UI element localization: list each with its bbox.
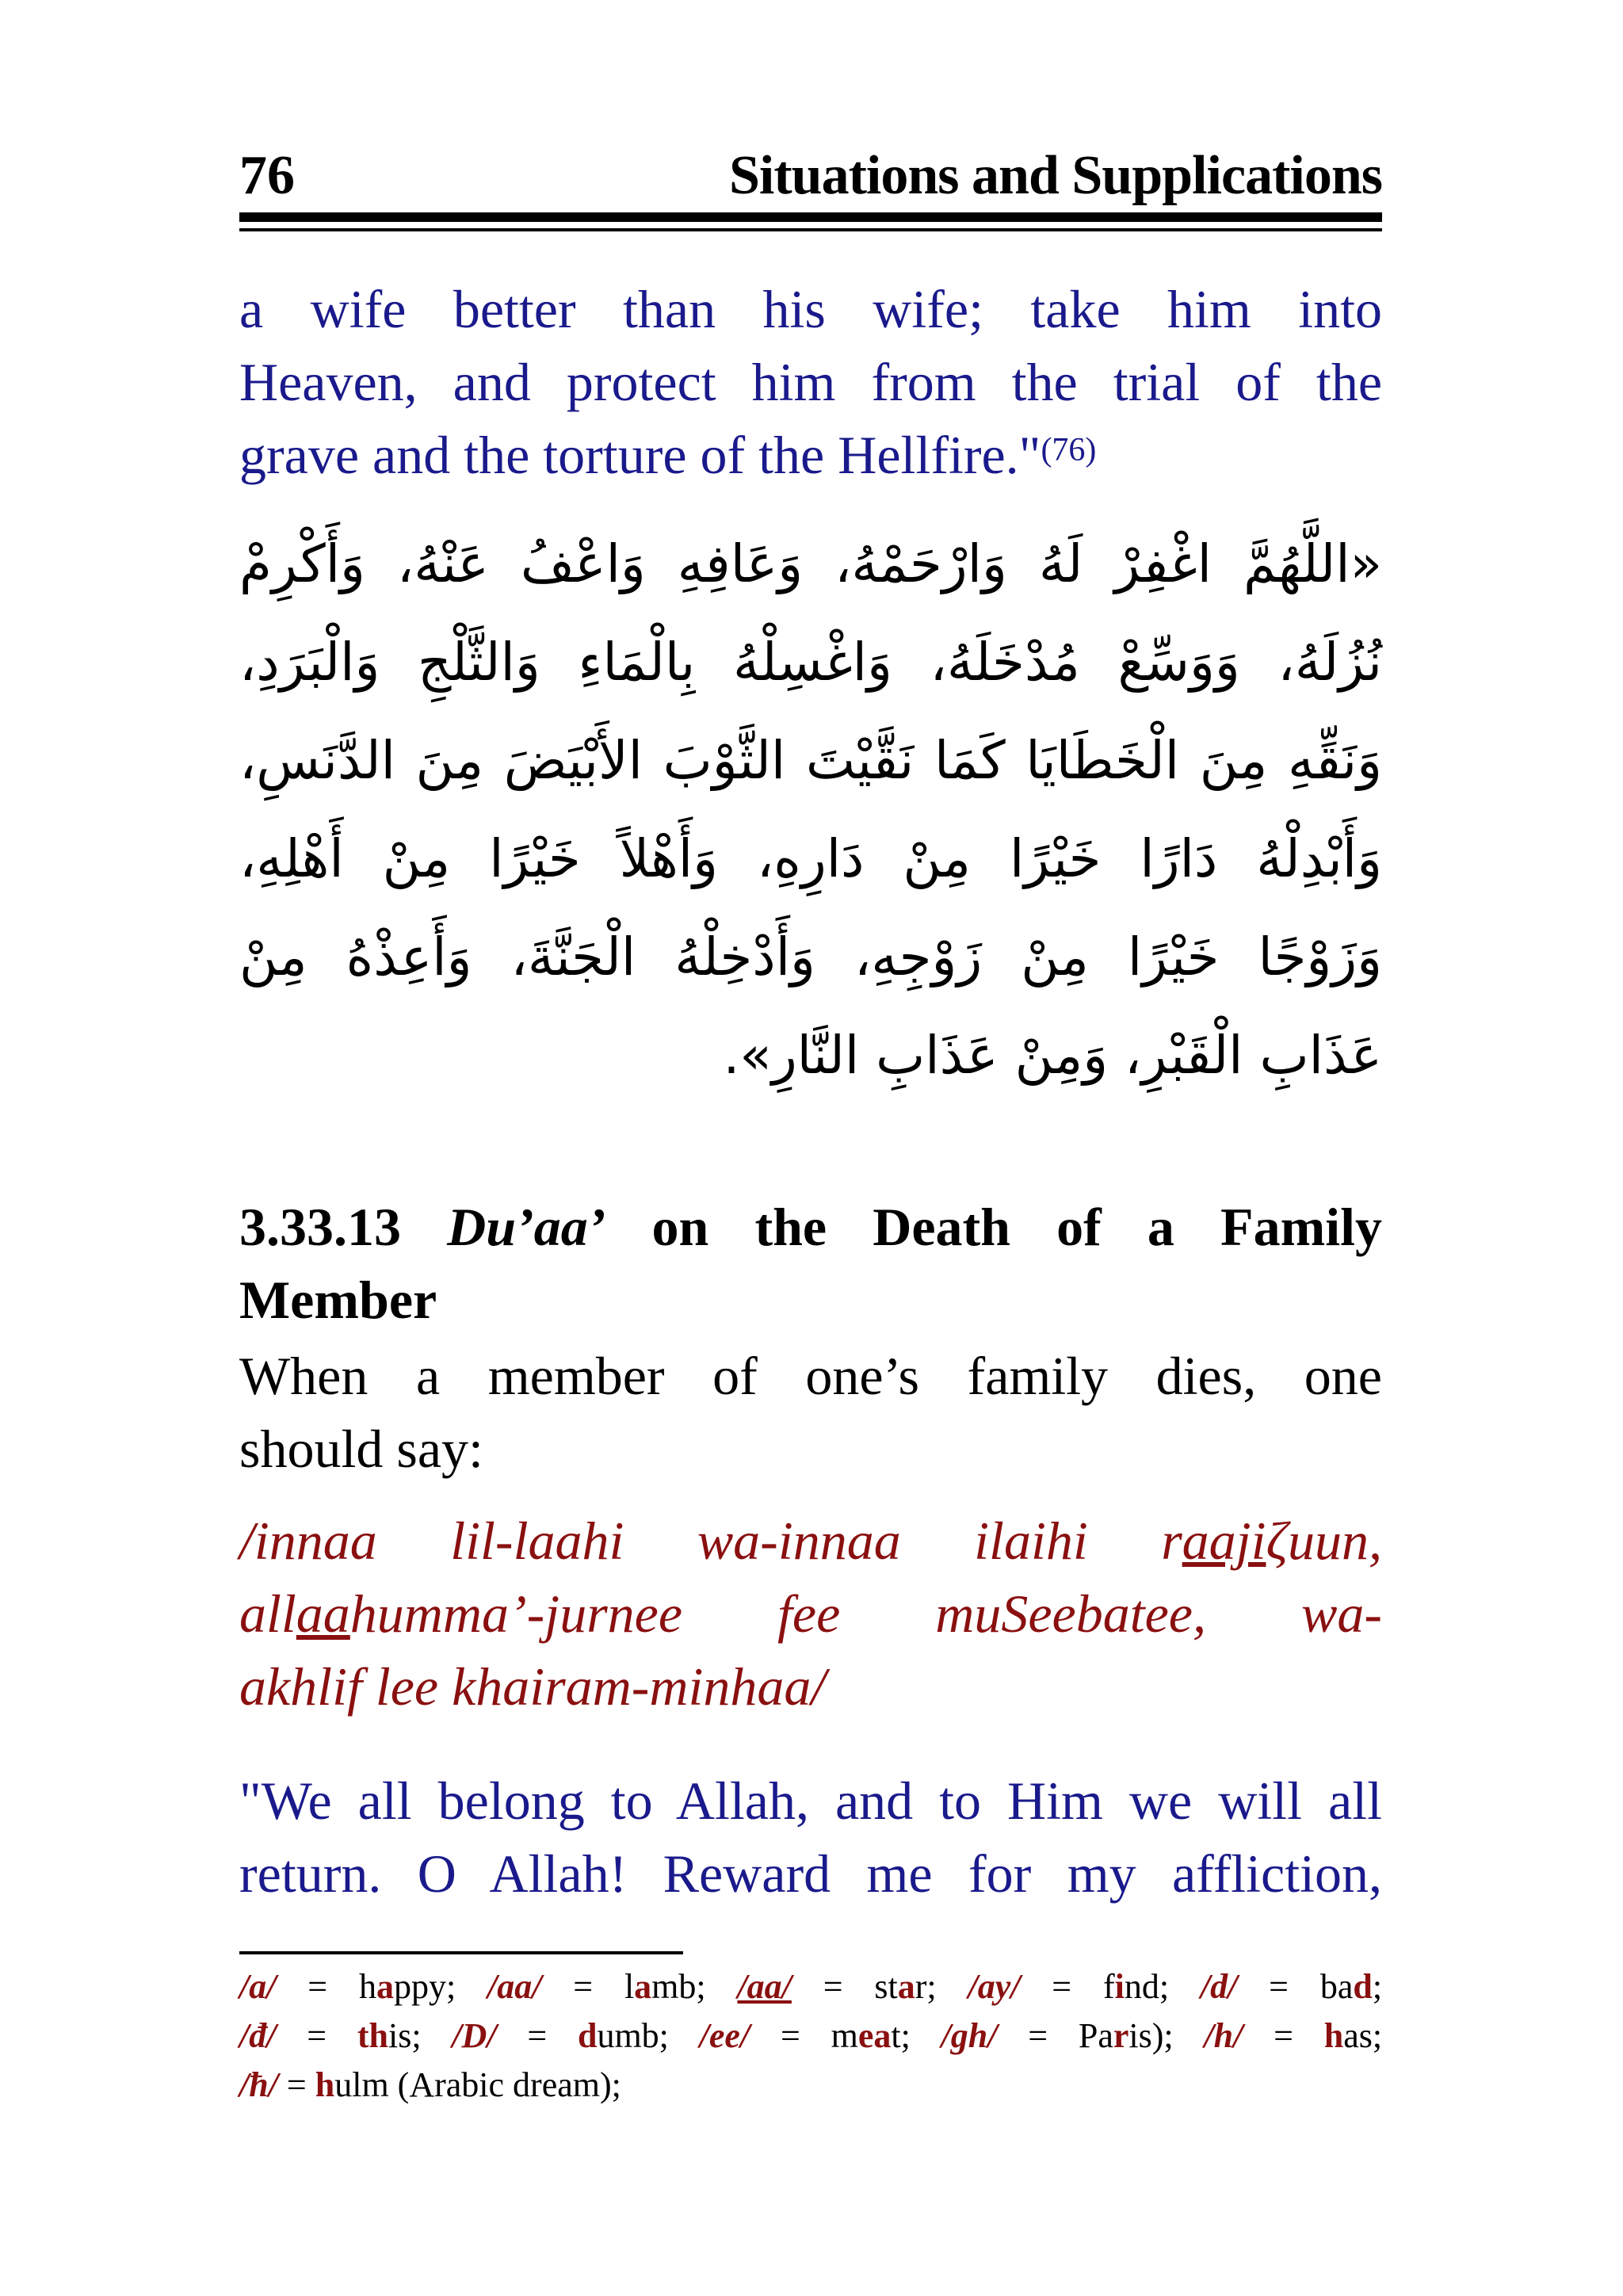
header-rule-thin: [239, 228, 1382, 231]
section-title-rest: on the Death of a Family: [651, 1197, 1383, 1257]
translation-line: [239, 418, 1382, 491]
arabic-line: وَزَوْجًا خَيْرًا مِنْ زَوْجِهِ، وَأَدْخِلْهُ الْجَنَّةَ، وَأَعِذْهُ مِنْ: [239, 926, 1382, 988]
translit-text: humma’-jurnee fee muSeebatee, wa-: [349, 1584, 1382, 1644]
arabic-supplication: [239, 515, 1382, 1105]
footnote-line: [239, 2011, 1382, 2061]
key-entry: /đ/ = this;: [239, 2016, 422, 2055]
translation-line: return. O Allah! Reward me for my affliction,: [239, 1843, 1382, 1904]
transliteration-line: [239, 1577, 1382, 1650]
footnote-line: [239, 2061, 1382, 2110]
footnote-line: [239, 1962, 1382, 2011]
header-rule-thick: [239, 212, 1382, 222]
translit-underlined: aa: [296, 1584, 350, 1644]
transliteration: [239, 1504, 1382, 1723]
translation-line: "We all belong to Allah, and to Him we will all: [239, 1771, 1382, 1831]
transliteration-line: [239, 1504, 1382, 1577]
section-intro: [239, 1339, 1382, 1485]
intro-line: When a member of one’s family dies, one: [239, 1346, 1382, 1406]
section-number: 3.33.13: [239, 1197, 401, 1257]
key-entry: /D/ = dumb;: [452, 2016, 669, 2055]
key-entry: /aa/ = lamb;: [487, 1967, 706, 2006]
translation-line: a wife better than his wife; take him into: [239, 279, 1382, 339]
arabic-line: وَأَبْدِلْهُ دَارًا خَيْرًا مِنْ دَارِهِ، وَأَهْلاً خَيْرًا مِنْ أَهْلِهِ،: [239, 828, 1382, 889]
section-title-italic: Du’aa’: [447, 1197, 606, 1257]
page-header: [239, 144, 1382, 208]
section-heading-line: [239, 1190, 1382, 1263]
translation-line-text: grave and the torture of the Hellfire.": [239, 425, 1041, 485]
key-entry: /ee/ = meat;: [699, 2016, 911, 2055]
key-entry: /a/ = happy;: [239, 1967, 456, 2006]
translit-underlined: aaji: [1182, 1511, 1266, 1571]
footnote-rule: [239, 1951, 683, 1954]
key-entry: /ħ/ = hulm (Arabic dream);: [239, 2065, 621, 2104]
key-entry: /d/ = bad;: [1200, 1967, 1383, 2006]
page-number: 76: [239, 145, 295, 206]
key-entry: /h/ = has;: [1204, 2016, 1383, 2055]
key-entry: /aa/ = star;: [737, 1967, 937, 2006]
arabic-line: وَنَقِّهِ مِنَ الْخَطَايَا كَمَا نَقَّيْتَ الثَّوْبَ الأَبْيَضَ مِنَ الدَّنَسِ،: [239, 730, 1382, 791]
footnote-reference: (76): [1041, 432, 1097, 468]
translit-text: /innaa lil-laahi wa-innaa ilaihi r: [239, 1511, 1182, 1571]
translation-line: Heaven, and protect him from the trial of the: [239, 352, 1382, 412]
translit-text: ζuun,: [1266, 1511, 1382, 1571]
section-title-continuation: Member: [239, 1270, 437, 1330]
top-translation: [239, 273, 1382, 491]
arabic-line: عَذَابِ الْقَبْرِ، وَمِنْ عَذَابِ النَّارِ».: [723, 1025, 1382, 1086]
key-entry: /ay/ = find;: [968, 1967, 1170, 2006]
pronunciation-key: [239, 1962, 1382, 2110]
bottom-translation: [239, 1764, 1382, 1910]
intro-line: should say:: [239, 1419, 483, 1479]
running-title: Situations and Supplications: [728, 145, 1382, 206]
transliteration-line: akhlif lee khairam-minhaa/: [239, 1656, 827, 1717]
key-entry: /gh/ = Paris);: [941, 2016, 1174, 2055]
section-heading: [239, 1190, 1382, 1336]
arabic-line: نُزُلَهُ، وَوَسِّعْ مُدْخَلَهُ، وَاغْسِلْهُ بِالْمَاءِ وَالثَّلْجِ وَالْبَرَدِ،: [239, 632, 1382, 693]
arabic-line: «اللَّهُمَّ اغْفِرْ لَهُ وَارْحَمْهُ، وَعَافِهِ وَاعْفُ عَنْهُ، وَأَكْرِمْ: [239, 533, 1382, 594]
translit-text: all: [239, 1584, 296, 1644]
